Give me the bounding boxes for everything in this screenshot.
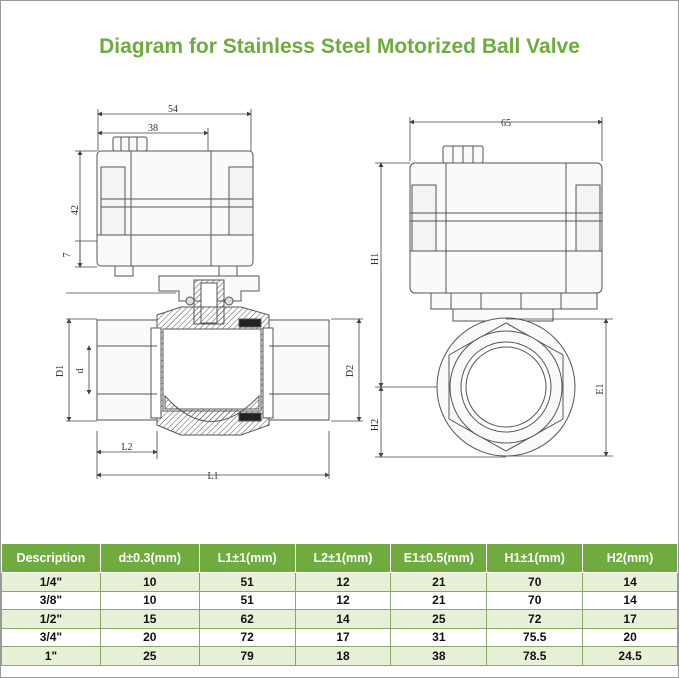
dim-label-H1: H1 bbox=[370, 252, 381, 266]
side-pipe-end bbox=[437, 318, 575, 456]
table-row bbox=[2, 610, 678, 629]
front-valve-body bbox=[97, 307, 329, 435]
dim-label-L2: L2 bbox=[121, 442, 133, 453]
cell-l2: 12 bbox=[295, 573, 391, 592]
cell-l1: 62 bbox=[199, 610, 295, 629]
cell-h2: 17 bbox=[583, 610, 678, 629]
cell-description: 3/8" bbox=[2, 591, 101, 610]
side-bracket bbox=[431, 293, 597, 321]
cell-l2: 12 bbox=[295, 591, 391, 610]
cell-h1: 75.5 bbox=[487, 628, 583, 647]
header-e1: E1±0.5(mm) bbox=[391, 544, 487, 573]
cell-l1: 51 bbox=[199, 573, 295, 592]
dim-label-7: 7 bbox=[62, 252, 73, 258]
table-row bbox=[2, 591, 678, 610]
dim-label-65: 65 bbox=[501, 118, 511, 129]
dim-label-d: d bbox=[75, 368, 86, 374]
cell-l2: 17 bbox=[295, 628, 391, 647]
dim-label-L1: L1 bbox=[207, 471, 219, 482]
dim-label-54: 54 bbox=[168, 104, 178, 115]
diagram-title: Diagram for Stainless Steel Motorized Ball Valve bbox=[99, 35, 580, 58]
cell-e1: 38 bbox=[391, 647, 487, 666]
cell-description: 1" bbox=[2, 647, 101, 666]
front-actuator bbox=[97, 137, 253, 276]
side-view bbox=[410, 146, 602, 456]
dim-label-D2: D2 bbox=[345, 364, 356, 378]
cell-h1: 70 bbox=[487, 591, 583, 610]
dim-label-H2: H2 bbox=[370, 418, 381, 432]
spec-table bbox=[1, 543, 678, 666]
cell-l1: 72 bbox=[199, 628, 295, 647]
dim-label-38: 38 bbox=[148, 123, 158, 134]
dim-label-E1: E1 bbox=[595, 383, 606, 395]
cell-description: 3/4" bbox=[2, 628, 101, 647]
cell-h2: 14 bbox=[583, 573, 678, 592]
table-row bbox=[2, 628, 678, 647]
dim-label-42: 42 bbox=[70, 205, 81, 215]
cell-h2: 24.5 bbox=[583, 647, 678, 666]
cell-h1: 72 bbox=[487, 610, 583, 629]
cell-h1: 78.5 bbox=[487, 647, 583, 666]
cell-d: 10 bbox=[100, 573, 199, 592]
cell-l2: 18 bbox=[295, 647, 391, 666]
header-h2: H2(mm) bbox=[583, 544, 678, 573]
table-row bbox=[2, 647, 678, 666]
header-d: d±0.3(mm) bbox=[100, 544, 199, 573]
cell-h2: 20 bbox=[583, 628, 678, 647]
cell-description: 1/2" bbox=[2, 610, 101, 629]
header-l2: L2±1(mm) bbox=[295, 544, 391, 573]
front-view bbox=[97, 137, 329, 435]
cell-d: 10 bbox=[100, 591, 199, 610]
technical-drawing bbox=[1, 1, 678, 541]
table-header-row bbox=[2, 544, 678, 573]
cell-l1: 51 bbox=[199, 591, 295, 610]
side-actuator bbox=[410, 146, 602, 293]
dim-label-D1: D1 bbox=[55, 364, 66, 378]
table-row bbox=[2, 573, 678, 592]
cell-e1: 31 bbox=[391, 628, 487, 647]
cell-description: 1/4" bbox=[2, 573, 101, 592]
cell-e1: 21 bbox=[391, 573, 487, 592]
cell-h1: 70 bbox=[487, 573, 583, 592]
header-description: Description bbox=[2, 544, 101, 573]
cell-l1: 79 bbox=[199, 647, 295, 666]
header-h1: H1±1(mm) bbox=[487, 544, 583, 573]
cell-e1: 25 bbox=[391, 610, 487, 629]
cell-d: 25 bbox=[100, 647, 199, 666]
cell-l2: 14 bbox=[295, 610, 391, 629]
cell-h2: 14 bbox=[583, 591, 678, 610]
header-l1: L1±1(mm) bbox=[199, 544, 295, 573]
cell-d: 15 bbox=[100, 610, 199, 629]
cell-e1: 21 bbox=[391, 591, 487, 610]
cell-d: 20 bbox=[100, 628, 199, 647]
